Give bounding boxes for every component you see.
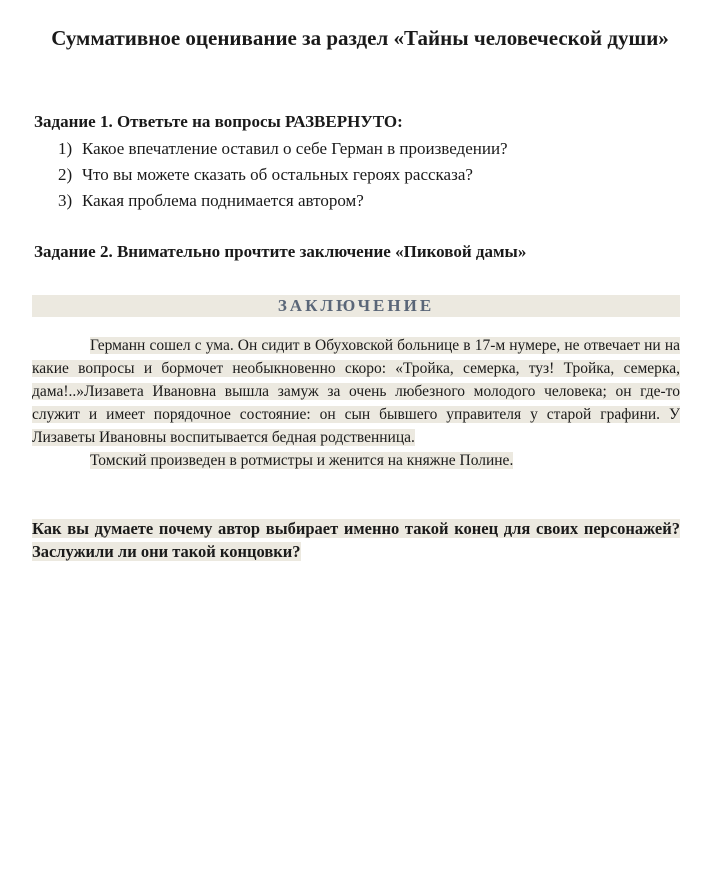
question-text: Какая проблема поднимается автором? [82, 191, 364, 210]
question-item [58, 188, 508, 214]
conclusion-paragraph-text: Германн сошел с ума. Он сидит в Обуховской больнице в 17-м нумере, не отвечает ни на какие вопросы и бормочет необыкновенно скоро: «Тройка, семерка, туз! Тройка, семерка, дама!..»Лизавета Ивановна вышла замуж за очень любезного молодого человека; он где-то служит и имеет порядочное состояние: он сын бывшего управителя у старой графини. У Лизаветы Ивановны воспитывается бедная родственница. [32, 337, 680, 446]
final-question-text: Как вы думаете почему автор выбирает именно такой конец для своих персонажей? Заслужили ли они такой концовки? [32, 519, 680, 561]
final-question [32, 517, 680, 563]
question-item [58, 136, 508, 162]
question-text: Какое впечатление оставил о себе Герман в произведении? [82, 139, 508, 158]
document-title: Суммативное оценивание за раздел «Тайны человеческой души» [51, 26, 669, 50]
question-number: 3) [58, 191, 73, 210]
conclusion-paragraph [32, 449, 680, 472]
question-text: Что вы можете сказать об остальных героях рассказа? [82, 165, 473, 184]
task1-heading: Задание 1. Ответьте на вопросы РАЗВЕРНУТО: [34, 112, 403, 131]
conclusion-paragraph-text: Томский произведен в ротмистры и женится на княжне Полине. [90, 452, 514, 469]
task2-heading: Задание 2. Внимательно прочтите заключение «Пиковой дамы» [34, 242, 527, 261]
question-item [58, 162, 508, 188]
question-number: 1) [58, 139, 73, 158]
task1-question-list [58, 136, 508, 214]
conclusion-heading: ЗАКЛЮЧЕНИЕ [32, 295, 680, 317]
conclusion-paragraph [32, 334, 680, 449]
question-number: 2) [58, 165, 73, 184]
conclusion-text [32, 334, 680, 472]
